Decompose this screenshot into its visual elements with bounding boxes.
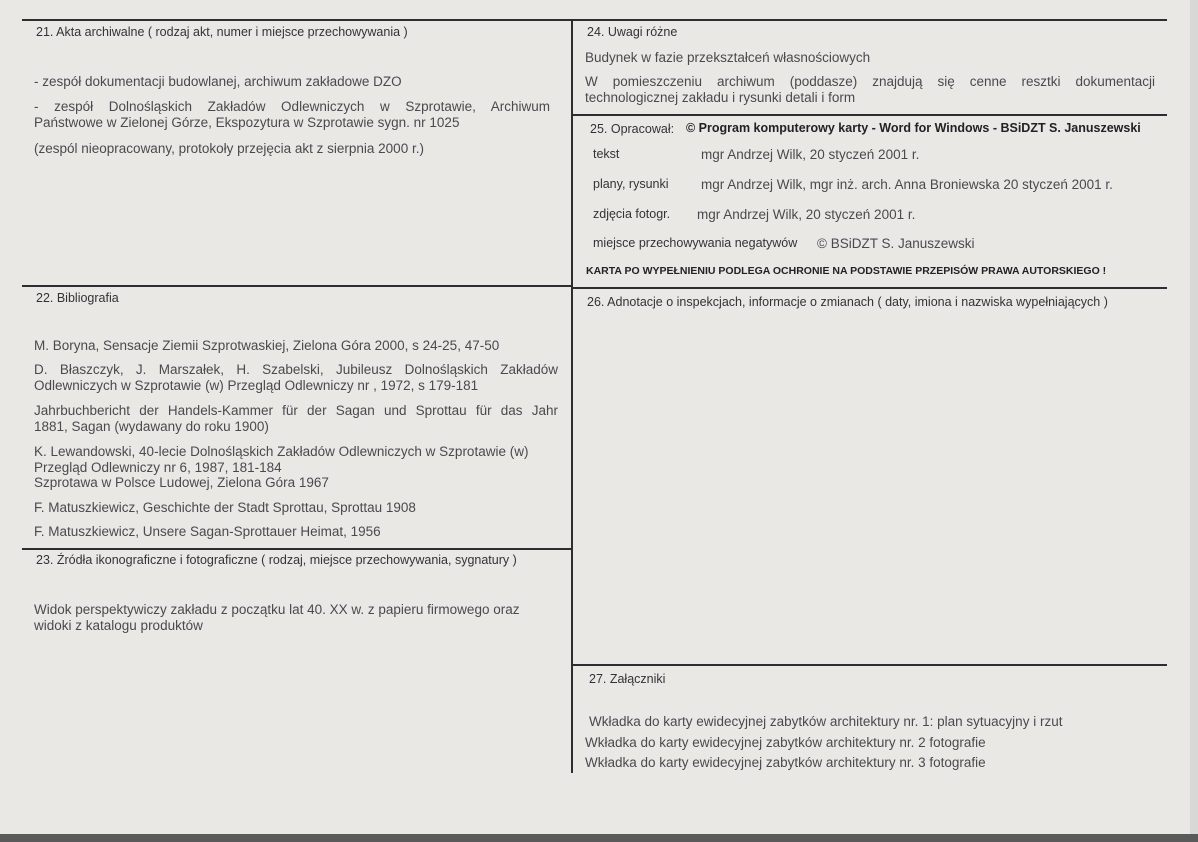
section-22-header: 22. Bibliografia	[36, 291, 119, 305]
column-divider	[571, 19, 573, 773]
row-value-negatywy: © BSiDZT S. Januszewski	[817, 236, 975, 251]
s24-line-2b: technologicznej zakładu i rysunki detali i form	[585, 90, 856, 105]
s21-line-3: (zespól nieopracowany, protokoły przejęcia akt z sierpnia 2000 r.)	[34, 141, 424, 156]
rule-26	[573, 287, 1167, 289]
page-bottom-edge	[0, 834, 1198, 842]
rule-27	[573, 664, 1167, 666]
top-rule-right	[573, 19, 1167, 21]
attachment-item: Wkładka do karty ewidecyjnej zabytków architektury nr. 1: plan sytuacyjny i rzut	[589, 714, 1063, 729]
page-edge-shadow	[1190, 0, 1198, 842]
row-label-negatywy: miejsce przechowywania negatywów	[593, 236, 798, 250]
bibliography-item: Odlewniczych w Szprotawie (w) Przegląd Odlewniczy nr , 1972, s 179-181	[34, 378, 479, 393]
s24-line-1: Budynek w fazie przekształceń własnościowych	[585, 50, 871, 65]
rule-23	[22, 548, 572, 550]
row-label-plany: plany, rysunki	[593, 177, 669, 191]
s21-line-2a: - zespół Dolnośląskich Zakładów Odlewniczych w Szprotawie, Archiwum	[34, 99, 550, 114]
bibliography-item: 1881, Sagan (wydawany do roku 1900)	[34, 419, 269, 434]
s21-line-1: - zespół dokumentacji budowlanej, archiwum zakładowe DZO	[34, 74, 402, 89]
attachment-item: Wkładka do karty ewidecyjnej zabytków architektury nr. 2 fotografie	[585, 735, 986, 750]
bibliography-item: D. Błaszczyk, J. Marszałek, H. Szabelski, Jubileusz Dolnośląskich Zakładów	[34, 362, 558, 377]
section-24-header: 24. Uwagi różne	[587, 25, 678, 39]
bibliography-item: M. Boryna, Sensacje Ziemii Szprotwaskiej, Zielona Góra 2000, s 24-25, 47-50	[34, 338, 500, 353]
top-rule-left	[22, 19, 572, 21]
bibliography-item: K. Lewandowski, 40-lecie Dolnośląskich Zakładów Odlewniczych w Szprotawie (w)	[34, 444, 529, 459]
bibliography-item: F. Matuszkiewicz, Geschichte der Stadt Sprottau, Sprottau 1908	[34, 500, 416, 515]
row-label-tekst: tekst	[593, 147, 620, 161]
section-25-label: 25. Opracował:	[590, 122, 675, 136]
s24-line-2a: W pomieszczeniu archiwum (poddasze) znajdują się cenne resztki dokumentacji	[585, 74, 1155, 89]
program-credit: © Program komputerowy karty - Word for Windows - BSiDZT S. Januszewski	[686, 121, 1141, 135]
row-value-plany: mgr Andrzej Wilk, mgr inż. arch. Anna Broniewska 20 styczeń 2001 r.	[701, 177, 1113, 192]
s23-line-2: widoki z katalogu produktów	[34, 618, 203, 633]
s23-line-1: Widok perspektywiczy zakładu z początku lat 40. XX w. z papieru firmowego oraz	[34, 602, 520, 617]
bibliography-item: Jahrbuchbericht der Handels-Kammer für der Sagan und Sprottau für das Jahr	[34, 403, 558, 418]
s21-line-2b: Państwowe w Zielonej Górze, Ekspozytura w Szprotawie sygn. nr 1025	[34, 115, 460, 130]
row-value-tekst: mgr Andrzej Wilk, 20 styczeń 2001 r.	[701, 147, 920, 162]
section-23-header: 23. Źródła ikonograficzne i fotograficzne ( rodzaj, miejsce przechowywania, sygnatury )	[36, 553, 517, 567]
rule-22	[22, 285, 572, 287]
bibliography-item: Szprotawa w Polsce Ludowej, Zielona Góra 1967	[34, 475, 329, 490]
section-27-header: 27. Załączniki	[589, 672, 666, 686]
section-21-header: 21. Akta archiwalne ( rodzaj akt, numer i miejsce przechowywania )	[36, 25, 408, 39]
copyright-notice: KARTA PO WYPEŁNIENIU PODLEGA OCHRONIE NA PODSTAWIE PRZEPISÓW PRAWA AUTORSKIEGO !	[586, 265, 1107, 277]
section-26-header: 26. Adnotacje o inspekcjach, informacje o zmianach ( daty, imiona i nazwiska wypełniających )	[587, 295, 1108, 309]
bibliography-item: Przegląd Odlewniczy nr 6, 1987, 181-184	[34, 460, 282, 475]
row-label-zdjecia: zdjęcia fotogr.	[593, 207, 671, 221]
rule-25	[573, 114, 1167, 116]
attachment-item: Wkładka do karty ewidecyjnej zabytków architektury nr. 3 fotografie	[585, 755, 986, 770]
row-value-zdjecia: mgr Andrzej Wilk, 20 styczeń 2001 r.	[697, 207, 916, 222]
bibliography-item: F. Matuszkiewicz, Unsere Sagan-Sprottauer Heimat, 1956	[34, 524, 381, 539]
